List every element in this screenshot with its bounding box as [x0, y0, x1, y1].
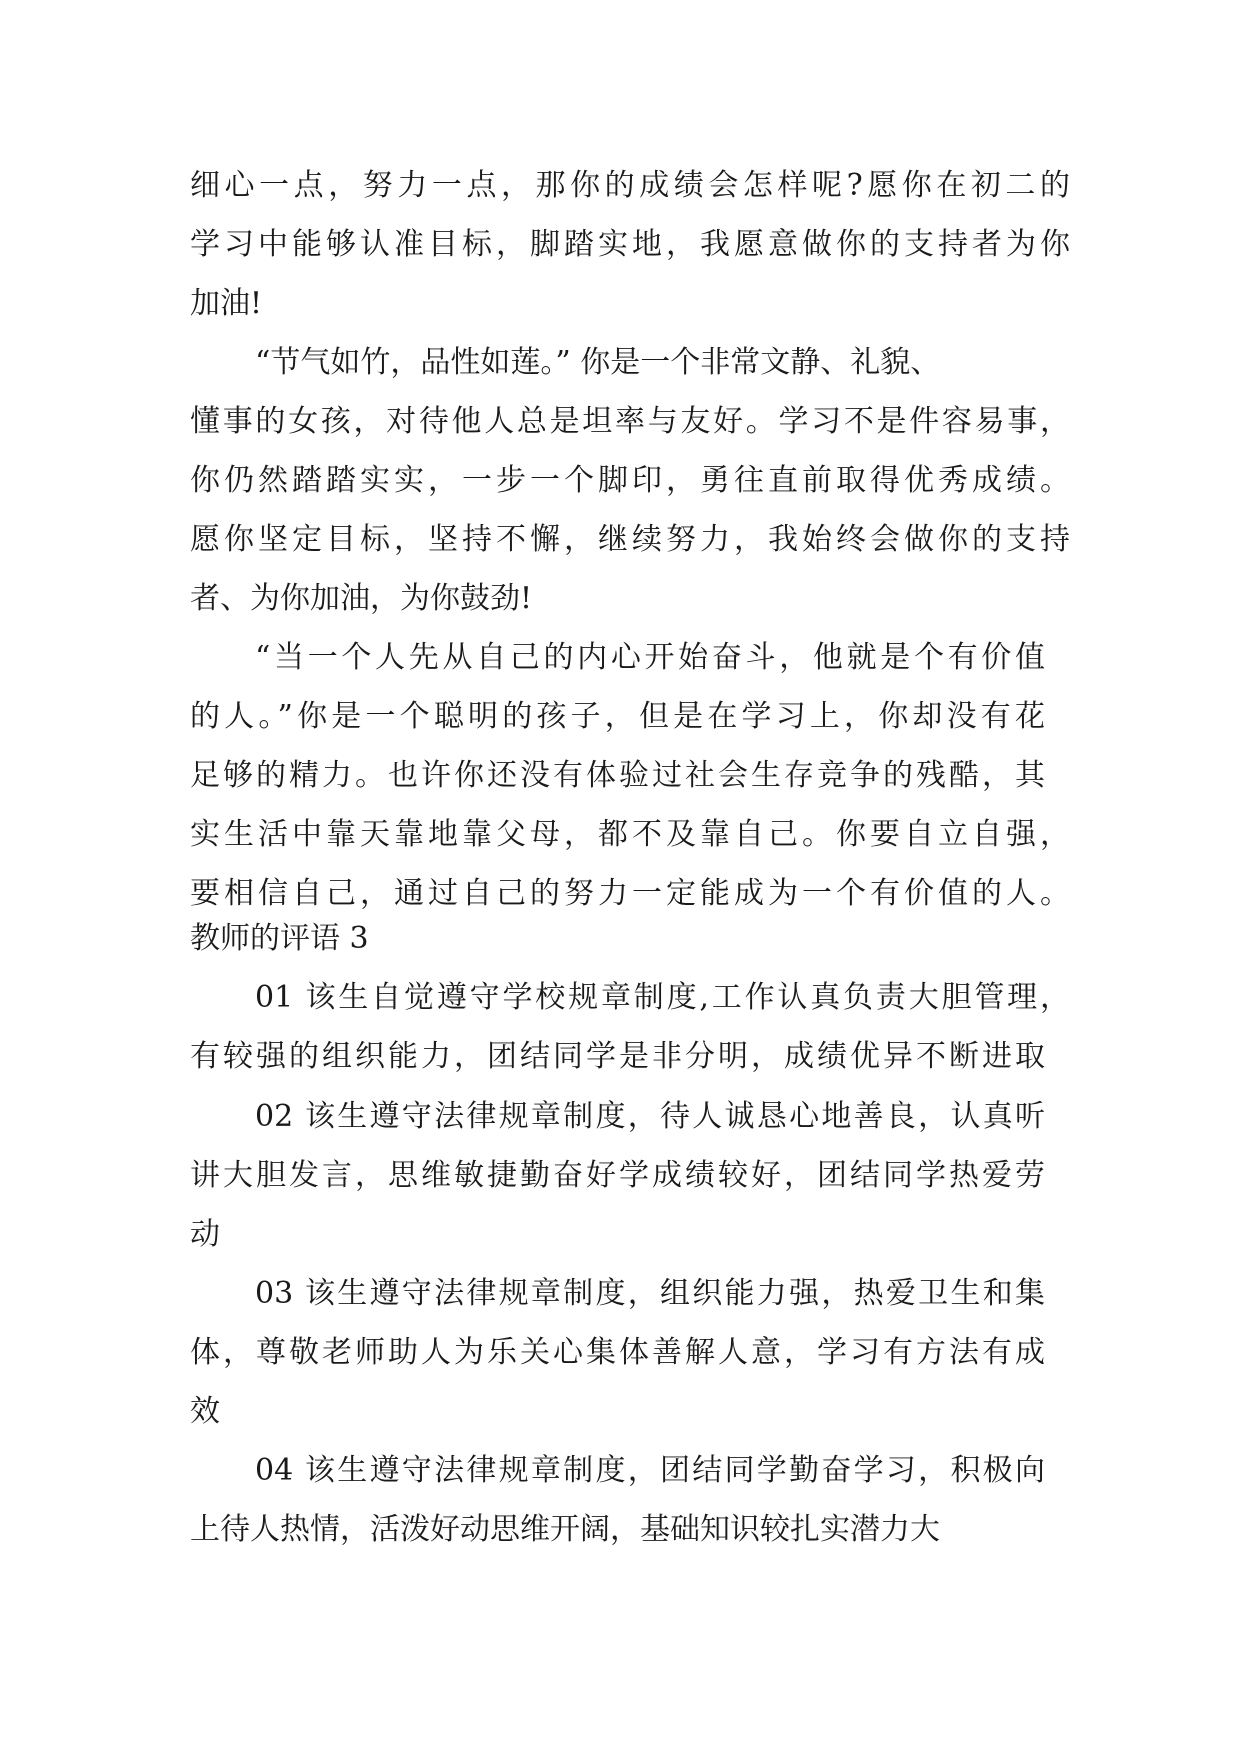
comment-line: 讲大胆发言，思维敏捷勤奋好学成绩较好，团结同学热爱劳 — [190, 1158, 1045, 1193]
text-line: 你仍然踏踏实实，一步一个脚印，勇往直前取得优秀成绩。 — [190, 463, 1070, 498]
comment-line: 02 该生遵守法律规章制度，待人诚恳心地善良，认真听 — [255, 1099, 1045, 1134]
text-line: 细心一点，努力一点，那你的成绩会怎样呢?愿你在初二的 — [190, 168, 1070, 203]
text-line: 学习中能够认准目标，脚踏实地，我愿意做你的支持者为你 — [190, 227, 1070, 262]
comment-line: 效 — [190, 1394, 220, 1429]
text-line: 愿你坚定目标，坚持不懈，继续努力，我始终会做你的支持 — [190, 522, 1070, 557]
text-line: 的人。”你是一个聪明的孩子，但是在学习上，你却没有花 — [190, 699, 1045, 734]
comment-line: 上待人热情，活泼好动思维开阔，基础知识较扎实潜力大 — [190, 1512, 940, 1547]
comment-line: 有较强的组织能力，团结同学是非分明，成绩优异不断进取 — [190, 1039, 1045, 1074]
quote-line: “节气如竹，品性如莲。” 你是一个非常文静、礼貌、 — [255, 345, 941, 380]
text-line: 加油! — [190, 286, 263, 321]
comment-line: 动 — [190, 1217, 220, 1252]
text-line: 懂事的女孩，对待他人总是坦率与友好。学习不是件容易事， — [190, 404, 1070, 439]
text-line: 足够的精力。也许你还没有体验过社会生存竞争的残酷，其 — [190, 758, 1045, 793]
text-line: 要相信自己，通过自己的努力一定能成为一个有价值的人。 — [190, 876, 1070, 911]
text-line: 实生活中靠天靠地靠父母，都不及靠自己。你要自立自强， — [190, 817, 1070, 852]
comment-line: 04 该生遵守法律规章制度，团结同学勤奋学习，积极向 — [255, 1453, 1045, 1488]
comment-line: 体，尊敬老师助人为乐关心集体善解人意，学习有方法有成 — [190, 1335, 1045, 1370]
text-line: 者、为你加油，为你鼓劲! — [190, 581, 533, 616]
comment-line: 03 该生遵守法律规章制度，组织能力强，热爱卫生和集 — [255, 1276, 1045, 1311]
quote-line: “当一个人先从自己的内心开始奋斗，他就是个有价值 — [255, 640, 1045, 675]
section-heading: 教师的评语 3 — [190, 921, 369, 956]
comment-line: 01 该生自觉遵守学校规章制度,工作认真负责大胆管理， — [255, 980, 1070, 1015]
